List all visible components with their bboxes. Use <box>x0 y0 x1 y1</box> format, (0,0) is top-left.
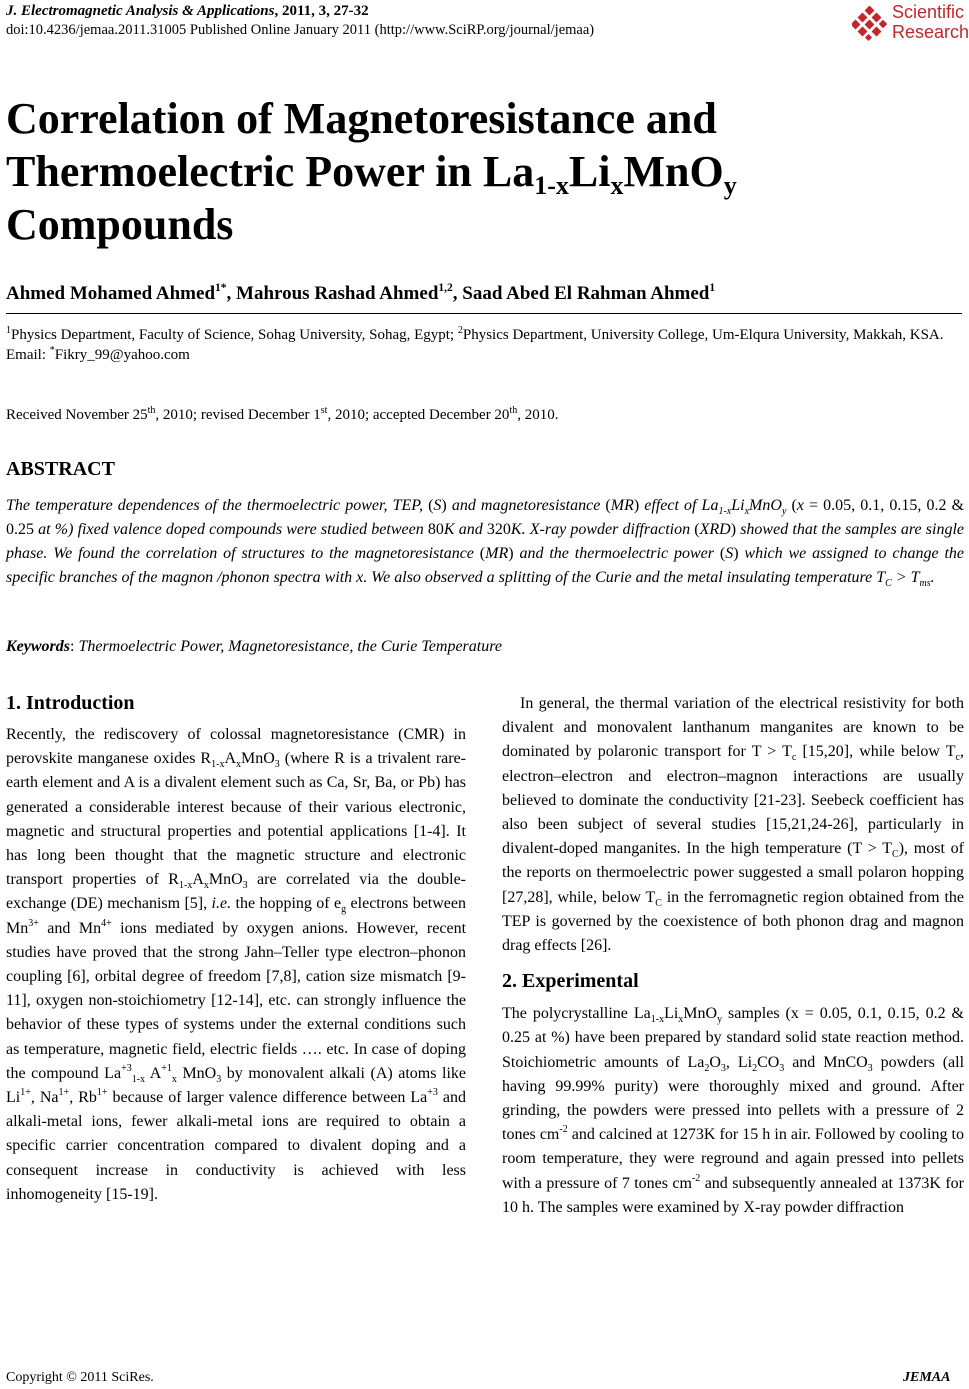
author-divider <box>6 313 962 314</box>
contact-email[interactable]: Email: *Fikry_99@yahoo.com <box>6 345 190 363</box>
experimental-paragraph: The polycrystalline $La_{1-x}Li_xMnO_y$ samples (x = 0.05, 0.1, 0.15, 0.2 & 0.25 at %) have been prepared by standard solid state reaction method. Stoichiometric amounts of $La_2O_3$, $Li_2CO_3$ and MnCO$_3$ powders (all having 99.99% purity) were thoroughly mixed and ground. After grinding, the powders were pressed into pellets with a pressure of 2 tones $cm^{-2}$ and calcined at 1273K for 15 h in air. Followed by cooling to room temperature, they were reground and again pressed into pellets with a pressure of 7 tones $cm^{-2}$ and subsequently annealed at 1373K for 10 h. The samples were examined by X-ray powder diffraction <box>502 1005 965 1216</box>
doi-line: doi:10.4236/jemaa.2011.31005 Published Online January 2011 (http://www.SciRP.org/journal/jemaa) <box>6 22 595 38</box>
paper-title: Correlation of Magnetoresistance and Thermoelectric Power in $La_{1-x}Li_xMnO_y$ Compounds <box>6 94 737 249</box>
publisher-logo <box>852 2 968 44</box>
scientific-research-logo-icon <box>852 6 888 42</box>
footer-copyright: Copyright © 2011 SciRes. <box>6 1370 154 1385</box>
introduction-paragraph: Recently, the rediscovery of colossal magnetoresistance (CMR) in perovskite manganese oxides $R_{1-x}A_xMnO_3$ (where R is a trivalent rare-earth element and A is a divalent element such as Ca, Sr, Ba, or Pb) has generated a considerable interest because of their various electronic, magnetic and structural properties and potential applications [1-4]. It has long been thought that the magnetic structure and electronic transport properties of $R_{1-x}A_xMnO_3$ are correlated via the double-exchange (DE) mechanism [5], i.e. the hopping of $e_g$ electrons between $Mn^{3+}$ and $Mn^{4+}$ ions mediated by oxygen anions. However, recent studies have proved that the strong Jahn–Teller type electron–phonon coupling [6], orbital degree of freedom [7,8], cation size mismatch [9-11], oxygen non-stoichiometry [12-14], etc. can strongly influence the behavior of these types of systems under the external conditions such as temperature, magnetic field, electric fields …. etc. In case of doping the compound $La^{+3}_{1-x}$ $A^{+1}_x$ MnO$_3$ by monovalent alkali (A) atoms like $Li^{1+}$, $Na^{1+}$, $Rb^{1+}$ because of larger valence difference between $La^{+3}$ and alkali-metal ions, fewer alkali-metal ions are required to obtain a specific carrier concentration compared to divalent doping and a consequent increase in conductivity is achieved with less inhomogeneity [15-19]. <box>6 726 467 1203</box>
journal-citation: J. Electromagnetic Analysis & Applications, 2011, 3, 27-32 <box>6 3 369 19</box>
footer-journal-abbr: JEMAA <box>903 1370 951 1385</box>
logo-text-research: Research <box>892 22 969 42</box>
received-dates: Received November 25th, 2010; revised December 1st, 2010; accepted December 20th, 2010. <box>6 405 559 423</box>
section-heading-experimental: 2. Experimental <box>502 970 639 993</box>
section-heading-introduction: 1. Introduction <box>6 692 135 714</box>
abstract-heading: ABSTRACT <box>6 458 115 480</box>
affiliations: $^1$Physics Department, Faculty of Science, Sohag University, Sohag, Egypt; $^2$Physics Department, University College, Um-Elqura University, Makkah, KSA. Email: *Fikry_99@yahoo.com <box>6 325 962 365</box>
logo-text-scientific: Scientific <box>892 2 965 22</box>
right-column <box>502 692 964 1220</box>
author-list: Ahmed Mohamed Ahmed$^{1*}$, Mahrous Rashad Ahmed$^{1,2}$, Saad Abed El Rahman Ahmed$^1$ <box>6 282 716 304</box>
abstract-text: The temperature dependences of the thermoelectric power, TEP, (S) and magnetoresistance (MR) effect of $La_{1-x}Li_xMnO_y$ (x = 0.05, 0.1, 0.15, 0.2 & 0.25 at %) fixed valence doped compounds were studied between 80K and 320K. X-ray powder diffraction (XRD) showed that the samples are single phase. We found the correlation of structures to the magnetoresistance (MR) and the thermoelectric power (S) which we assigned to change the specific branches of the magnon /phonon spectra with x. We also observed a splitting of the Curie and the metal insulating temperature $T_C > T_{ms}$. <box>6 497 965 590</box>
left-column <box>6 690 466 1207</box>
journal-header <box>6 2 594 40</box>
keywords-line: Keywords: Thermoelectric Power, Magnetoresistance, the Curie Temperature <box>6 638 502 655</box>
resistivity-paragraph: In general, the thermal variation of the electrical resistivity for both divalent and monovalent lanthanum manganites are known to be dominated by polaronic transport for $T > T_c$ [15,20], while below $T_c$, electron–electron and electron–magnon interactions are usually believed to dominate the conductivity [21-23]. Seebeck coefficient has also been subject of several studies [15,21,24-26], particularly in divalent-doped manganites. In the high temperature $(T > T_C)$, most of the reports on thermoelectric power suggested a small polaron hopping [27,28], while, below $T_C$ in the ferromagnetic region obtained from the TEP is governed by the coexistence of both phonon drag and magnon drag effects [26]. <box>502 695 964 955</box>
